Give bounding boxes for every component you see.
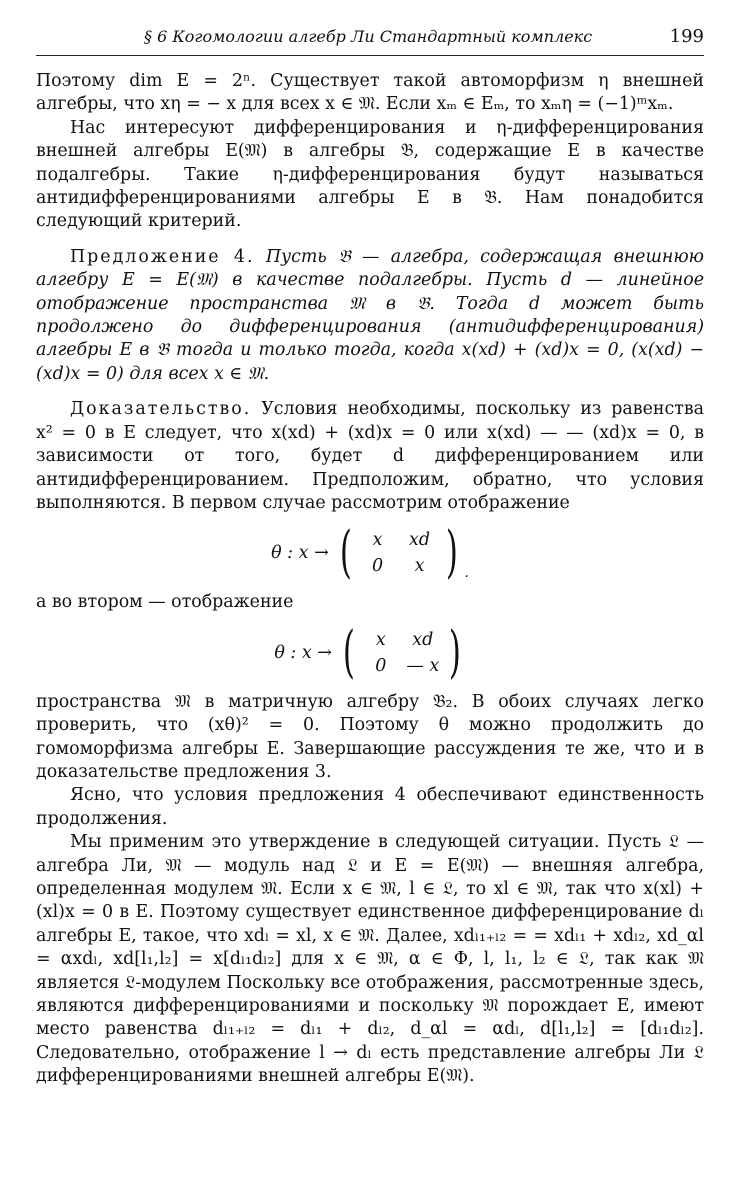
proposition-4 (36, 246, 704, 386)
matrix (338, 619, 466, 685)
paragraph-dimension: Поэтому dim E = 2ⁿ. Существует такой автоморфизм η внешней алгебры, что xη = − x для всех x ∈ 𝔐. Если xₘ ∈ Eₘ, то xₘη = (−1)ᵐxₘ. (36, 71, 704, 115)
matrix-cell: x (414, 556, 425, 577)
matrix-cell: xd (409, 530, 431, 551)
matrix-cell: x (375, 629, 386, 650)
matrix-cell: x (372, 530, 383, 551)
proof-label: Доказательство. (70, 399, 252, 420)
matrix-cell: xd (412, 629, 434, 650)
matrix (335, 520, 463, 586)
matrix-cell: 0 (372, 556, 384, 577)
formula-lhs: θ : x → (274, 642, 332, 663)
formula-lhs: θ : x → (271, 543, 329, 564)
page (36, 26, 704, 1089)
page-number: 199 (669, 26, 704, 47)
between-text: а во втором — отображение (36, 592, 294, 613)
paragraph-matrix-algebra: пространства 𝔐 в матричную алгебру 𝔅₂. В обоих случаях легко проверить, что (xθ)² = 0. Поэтому θ можно продолжить до гомоморфизма алгебры E. Завершающие рассуждения те же, что и в доказательстве предложения 3. (36, 691, 704, 782)
proposition-text: Пусть 𝔅 — алгебра, содержащая внешнюю алгебру E = E(𝔐) в качестве подалгебры. Пусть d — линейное отображение пространства 𝔐 в 𝔅. Тогда d может быть продолжено до дифференцирования (антидифференцирования) алгебры E в 𝔅 тогда и только тогда, когда x(xd) + (xd)x = 0, (x(xd) − (xd)x = 0) для всех x ∈ 𝔐. (36, 246, 704, 384)
running-header (36, 26, 704, 56)
formula-derivation-map (36, 520, 704, 586)
header-title: § 6 Когомологии алгебр Ли Стандартный комплекс (144, 27, 593, 46)
paragraph-uniqueness: Ясно, что условия предложения 4 обеспечивают единственность продолжения. (36, 785, 704, 829)
right-paren: ) (448, 619, 461, 685)
matrix-cell: — x (406, 655, 440, 676)
right-paren: ) (445, 520, 458, 586)
left-paren: ( (342, 619, 355, 685)
formula-antiderivation-map (36, 619, 704, 685)
paragraph-lie-algebra: Мы применим это утверждение в следующей ситуации. Пусть 𝔏 — алгебра Ли, 𝔐 — модуль над 𝔏 и E = E(𝔐) — внешняя алгебра, определенная модулем 𝔐. Если x ∈ 𝔐, l ∈ 𝔏, то xl ∈ 𝔐, так что x(xl) + (xl)x = 0 в E. Поэтому существует единственное дифференцирование dₗ алгебры E, такое, что xdₗ = xl, x ∈ 𝔐. Далее, xdₗ₁₊ₗ₂ = = xdₗ₁ + xdₗ₂, xd_αl = αxdₗ, xd[l₁,l₂] = x[dₗ₁dₗ₂] для x ∈ 𝔐, α ∈ Φ, l, l₁, l₂ ∈ 𝔏, так как 𝔐 является 𝔏-модулем Поскольку все отображения, рассмотренные здесь, являются дифференцированиями и поскольку 𝔐 порождает E, имеют место равенства dₗ₁₊ₗ₂ = dₗ₁ + dₗ₂, d_αl = αdₗ, d[l₁,l₂] = [dₗ₁dₗ₂]. Следовательно, отображение l → dₗ есть представление алгебры Ли 𝔏 дифференцированиями внешней алгебры E(𝔐). (36, 832, 704, 1087)
paragraph-antiderivations: Нас интересуют дифференцирования и η-дифференцирования внешней алгебры E(𝔐) в алгебры 𝔅, содержащие E в качестве подалгебры. Такие η-дифференцирования будут называться антидифференцированиями алгебры E в 𝔅. Нам понадобится следующий критерий. (36, 117, 704, 232)
matrix-cell: 0 (375, 655, 387, 676)
proof-text: Условия необходимы, поскольку из равенства x² = 0 в E следует, что x(xd) + (xd)x = 0 или x(xd) — — (xd)x = 0, в зависимости от того, будет d дифференцированием или антидифференцированием. Предположим, обратно, что условия выполняются. В первом случае рассмотрим отображение (36, 399, 704, 513)
left-paren: ( (339, 520, 352, 586)
proof (36, 398, 704, 515)
proposition-label: Предложение 4. (70, 246, 255, 267)
formula-punctuation: . (464, 565, 469, 582)
